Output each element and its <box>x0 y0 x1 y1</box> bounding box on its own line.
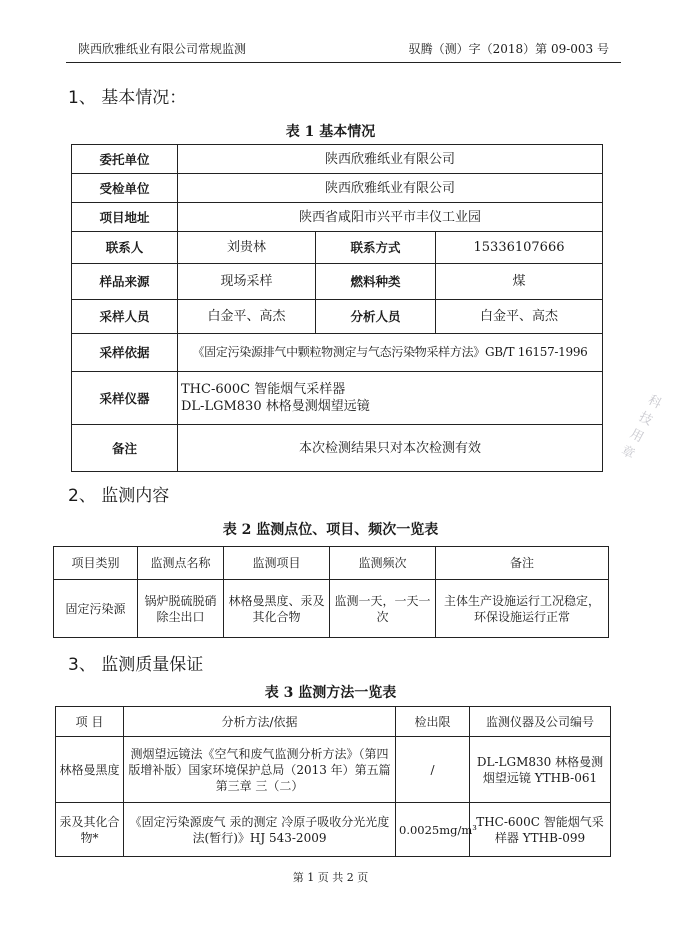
inspected-label: 受检单位 <box>72 174 178 203</box>
method-table <box>55 706 611 857</box>
t2-remark: 主体生产设施运行工况稳定，环保设施运行正常 <box>436 580 609 638</box>
t3-row2-method: 《固定污染源废气 汞的测定 冷原子吸收分光光度法(暂行)》HJ 543-2009 <box>124 803 396 857</box>
basis-label: 采样依据 <box>72 334 178 372</box>
t3-row2-limit: 0.0025mg/m³ <box>396 803 470 857</box>
section1-heading: 1、 基本情况： <box>68 88 187 108</box>
t2-header-category: 项目类别 <box>54 547 138 580</box>
t3-row1-method: 测烟望远镜法《空气和废气监测分析方法》（第四版增补版）国家环境保护总局（2013 年）第五篇 第三章 三（二） <box>124 737 396 803</box>
t2-frequency: 监测一天，一天一次 <box>330 580 436 638</box>
phone-value: 15336107666 <box>436 232 603 264</box>
instrument-line-2: DL-LGM830 林格曼测烟望远镜 <box>181 399 370 414</box>
instrument-line-1: THC-600C 智能烟气采样器 <box>181 382 346 397</box>
t2-point: 锅炉脱硫脱硝除尘出口 <box>138 580 224 638</box>
t3-row2-instrument: THC-600C 智能烟气采样器 YTHB-099 <box>470 803 611 857</box>
basis-value: 《固定污染源排气中颗粒物测定与气态污染物采样方法》GB/T 16157-1996 <box>178 334 603 372</box>
header-doc-number: 驭腾（测）字（2018）第 09-003 号 <box>408 42 609 56</box>
table2-caption: 表 2 监测点位、项目、频次一览表 <box>222 522 439 538</box>
remark-label: 备注 <box>72 425 178 472</box>
t3-header-method: 分析方法/依据 <box>124 707 396 737</box>
t2-header-point: 监测点名称 <box>138 547 224 580</box>
sampler-value: 白金平、高杰 <box>178 300 316 334</box>
t3-header-limit: 检出限 <box>396 707 470 737</box>
t3-row1-item: 林格曼黑度 <box>56 737 124 803</box>
t3-row1-limit: / <box>396 737 470 803</box>
t2-category: 固定污染源 <box>54 580 138 638</box>
analyst-value: 白金平、高杰 <box>436 300 603 334</box>
fuel-value: 煤 <box>436 264 603 300</box>
t3-header-item: 项 目 <box>56 707 124 737</box>
t3-row1-instrument: DL-LGM830 林格曼测烟望远镜 YTHB-061 <box>470 737 611 803</box>
t3-header-instrument: 监测仪器及公司编号 <box>470 707 611 737</box>
section3-heading: 3、 监测质量保证 <box>68 655 204 675</box>
analyst-label: 分析人员 <box>316 300 436 334</box>
section2-heading: 2、 监测内容 <box>68 486 170 506</box>
fuel-label: 燃料种类 <box>316 264 436 300</box>
remark-value: 本次检测结果只对本次检测有效 <box>178 425 603 472</box>
basic-info-table <box>71 144 603 472</box>
sampler-label: 采样人员 <box>72 300 178 334</box>
client-label: 委托单位 <box>72 145 178 174</box>
source-label: 样品来源 <box>72 264 178 300</box>
instrument-label: 采样仪器 <box>72 372 178 425</box>
monitoring-content-table <box>53 546 609 638</box>
client-value: 陕西欣雅纸业有限公司 <box>178 145 603 174</box>
t2-items: 林格曼黑度、汞及其化合物 <box>224 580 330 638</box>
t3-row2-item: 汞及其化合物* <box>56 803 124 857</box>
table1-caption: 表 1 基本情况 <box>285 124 376 140</box>
t2-header-frequency: 监测频次 <box>330 547 436 580</box>
instrument-value <box>178 372 603 425</box>
header-divider <box>66 62 621 63</box>
contact-label: 联系人 <box>72 232 178 264</box>
stamp-text: 科技 用章 <box>618 392 664 463</box>
contact-value: 刘贵林 <box>178 232 316 264</box>
table3-caption: 表 3 监测方法一览表 <box>264 685 397 701</box>
t2-header-items: 监测项目 <box>224 547 330 580</box>
source-value: 现场采样 <box>178 264 316 300</box>
inspected-value: 陕西欣雅纸业有限公司 <box>178 174 603 203</box>
partial-stamp <box>618 360 664 510</box>
address-value: 陕西省咸阳市兴平市丰仪工业园 <box>178 203 603 232</box>
header-company: 陕西欣雅纸业有限公司常规监测 <box>78 42 247 56</box>
address-label: 项目地址 <box>72 203 178 232</box>
page-number: 第 1 页 共 2 页 <box>292 871 369 884</box>
phone-label: 联系方式 <box>316 232 436 264</box>
t2-header-remark: 备注 <box>436 547 609 580</box>
